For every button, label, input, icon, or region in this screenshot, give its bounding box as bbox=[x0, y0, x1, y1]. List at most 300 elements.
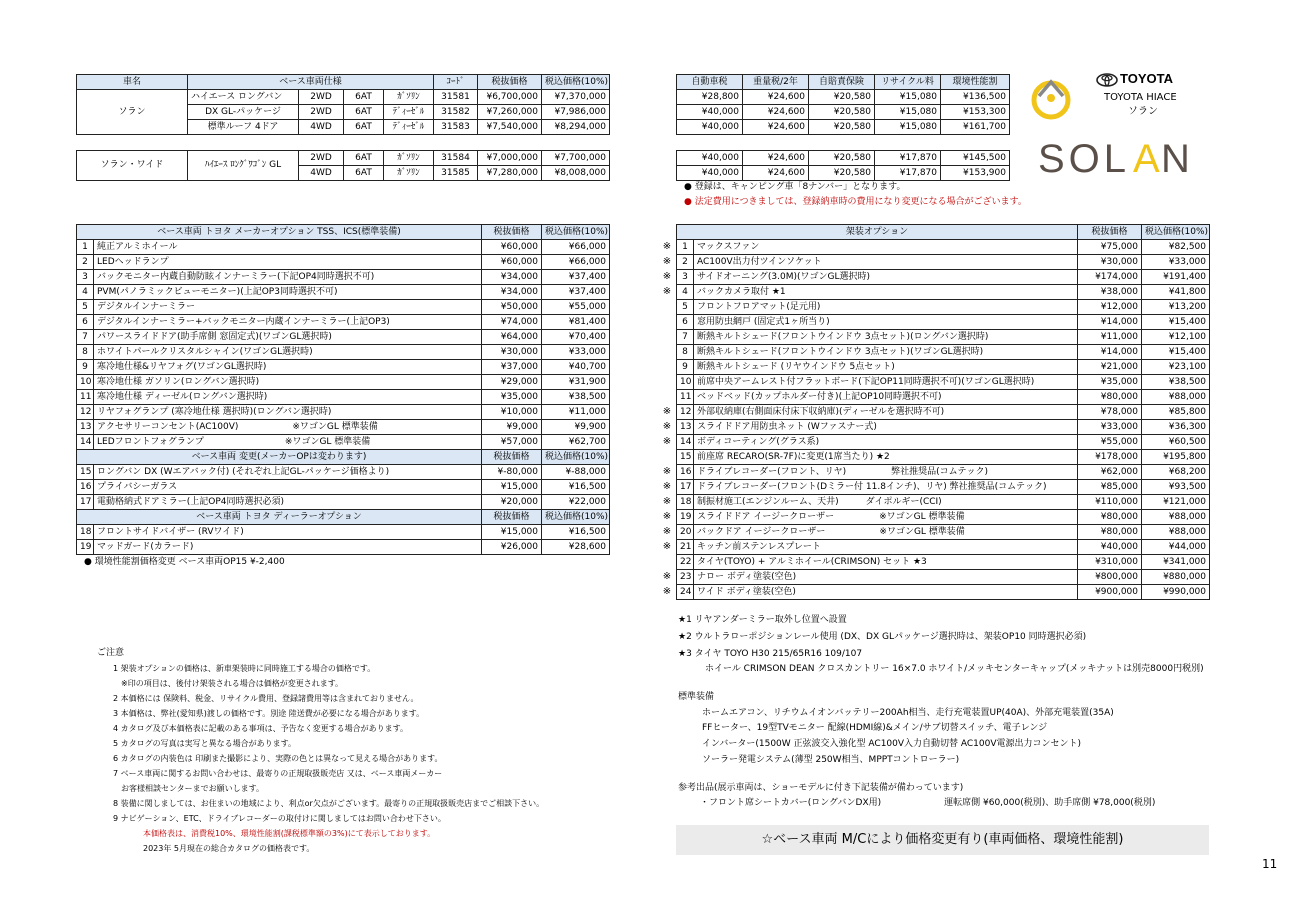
option-name: 純正アルミホイール bbox=[94, 240, 482, 255]
price-in-tax: ¥38,500 bbox=[1142, 375, 1210, 390]
option-name: バックドア イージークローザー ※ワゴンGL 標準装備 bbox=[694, 525, 1078, 540]
price-ex-tax: ¥11,000 bbox=[1078, 330, 1142, 345]
price-in-tax: ¥341,000 bbox=[1142, 555, 1210, 570]
model-name: ソラン bbox=[77, 90, 188, 135]
option-name: プライバシーガラス bbox=[94, 480, 482, 495]
option-number: 19 bbox=[77, 540, 94, 555]
price-in-tax: ¥195,800 bbox=[1142, 450, 1210, 465]
spec-line: 標準ルーフ 4ドア bbox=[188, 120, 299, 135]
solan-logo bbox=[1038, 138, 1198, 176]
table-row bbox=[677, 480, 1210, 495]
base-vehicle-table: 車名 ベース車両仕様 ｺｰﾄﾞ 税抜価格 税込価格(10%) ソラン ハイエース ロングバン 2WD 6AT ｶﾞｿﾘﾝ 31581 ¥6,700,000 ¥7,370,000 DX GL-パッケージ 2WD 6AT ﾃﾞｨｰｾﾞﾙ 31582 ¥7,260,000 ¥7,986,000 標準ルーフ 4ドア 4WD 6AT ﾃﾞｨｰｾﾞﾙ 31583 ¥7,540,000 ¥8,294,000 bbox=[76, 74, 610, 135]
kaso-options-table bbox=[676, 224, 1210, 600]
option-number: 12 bbox=[677, 405, 694, 420]
caution-red-line: 本価格表は、消費税10%、環境性能割(課税標準額の3%)にて表示しております。 bbox=[143, 829, 436, 838]
price-ex-tax: ¥60,000 bbox=[482, 255, 542, 270]
price-in-tax: ¥55,000 bbox=[542, 300, 610, 315]
col-header: ベース車両 トヨタ メーカーオプション TSS、ICS(標準装備) bbox=[77, 225, 482, 240]
price-in-tax: ¥70,400 bbox=[542, 330, 610, 345]
price-in-tax: ¥88,000 bbox=[1142, 525, 1210, 540]
col-header: 税込価格(10%) bbox=[542, 510, 610, 525]
standard-line: FFヒーター、19型TVモニター 配線(HDMI線)&メイン/サブ切替スイッチ、電子レンジ bbox=[702, 723, 1048, 733]
table-row bbox=[677, 270, 1210, 285]
option-name: LEDフロントフォグランプ ※ワゴンGL 標準装備 bbox=[94, 435, 482, 450]
spec-line: ハイエース ロングバン bbox=[188, 90, 299, 105]
table-row bbox=[677, 360, 1210, 375]
price-ex-tax: ¥62,000 bbox=[1078, 465, 1142, 480]
base-vehicle-wide-table: ソラン・ワイド ﾊｲｴｰｽ ﾛﾝｸﾞﾜｺﾞﾝ GL 2WD 6AT ｶﾞｿﾘﾝ 31584 ¥7,000,000 ¥7,700,000 4WD 6AT ｶﾞｿﾘﾝ 31585 ¥7,280,000 ¥8,008,000 bbox=[76, 150, 610, 181]
caution-title: ご注意 bbox=[97, 648, 125, 658]
option-name: タイヤ(TOYO) + アルミホイール(CRIMSON) セット ★3 bbox=[694, 555, 1078, 570]
caution-line: お客様相談センターまでお願いします。 bbox=[113, 784, 265, 793]
table-row bbox=[677, 390, 1210, 405]
table-row bbox=[677, 375, 1210, 390]
option-name: 寒冷地仕様&リヤフォグ(ワゴンGL選択時) bbox=[94, 360, 482, 375]
option-number: 16 bbox=[677, 465, 694, 480]
option-number: 22 bbox=[677, 555, 694, 570]
option-name: ホワイトパールクリスタルシャイン(ワゴンGL選択時) bbox=[94, 345, 482, 360]
option-name: 外部収納庫(右側面床付床下収納庫)(ディーゼルを選択時不可) bbox=[694, 405, 1078, 420]
spec-line: DX GL-パッケージ bbox=[188, 105, 299, 120]
price-in-tax: ¥81,400 bbox=[542, 315, 610, 330]
price-in-tax: ¥121,000 bbox=[1142, 495, 1210, 510]
option-name: デジタルインナーミラー+バックモニター内蔵インナーミラー(上記OP3) bbox=[94, 315, 482, 330]
price-ex-tax: ¥80,000 bbox=[1078, 525, 1142, 540]
table-row bbox=[677, 555, 1210, 570]
standard-line: ホームエアコン、リチウムイオンバッテリー200Ah相当、走行充電装置UP(40A)、外部充電装置(35A) bbox=[702, 708, 1114, 718]
model-label: TOYOTA HIACE bbox=[1104, 92, 1177, 103]
col-header: 車名 bbox=[77, 75, 188, 90]
caution-line: ※印の項目は、後付け架装される場合は価格が変更されます。 bbox=[113, 679, 344, 688]
price-in-tax: ¥9,900 bbox=[542, 420, 610, 435]
table-row bbox=[677, 300, 1210, 315]
price-ex-tax: ¥34,000 bbox=[482, 270, 542, 285]
price-in-tax: ¥11,000 bbox=[542, 405, 610, 420]
option-number: 7 bbox=[77, 330, 94, 345]
option-number: 23 bbox=[677, 570, 694, 585]
price-in-tax: ¥60,500 bbox=[1142, 435, 1210, 450]
price-ex-tax: ¥14,000 bbox=[1078, 345, 1142, 360]
option-name: 前席中央アームレスト付フラットボード(下記OP11同時選択不可)(ワゴンGL選択時) bbox=[694, 375, 1078, 390]
price-ex-tax: ¥78,000 bbox=[1078, 405, 1142, 420]
option-name: スライドドア イージークローザー ※ワゴンGL 標準装備 bbox=[694, 510, 1078, 525]
price-change-banner bbox=[676, 825, 1209, 855]
star-note: ★1 リヤアンダーミラー取外し位置へ設置 bbox=[678, 615, 847, 625]
col-header: 架装オプション bbox=[677, 225, 1078, 240]
price-in-tax: ¥38,500 bbox=[542, 390, 610, 405]
option-number: 14 bbox=[77, 435, 94, 450]
col-header: 税抜価格 bbox=[482, 510, 542, 525]
price-in-tax: ¥88,000 bbox=[1142, 510, 1210, 525]
option-number: 6 bbox=[677, 315, 694, 330]
option-number: 3 bbox=[77, 270, 94, 285]
caution-line: 8 装備に関しましては、お住まいの地域により、利点or欠点がございます。最寄りの正規取扱販売店までご相談下さい。 bbox=[113, 799, 545, 808]
option-number: 19 bbox=[677, 510, 694, 525]
price-in-tax: ¥28,600 bbox=[542, 540, 610, 555]
retrofit-mark: ※ bbox=[662, 511, 672, 522]
star-note: ホイール CRIMSON DEAN クロスカントリー 16×7.0 ホワイト/メッキセンターキャップ(メッキナットは別売8000円税別) bbox=[678, 664, 1204, 674]
option-name: ドライブレコーダー(フロント、リヤ) 弊社推奨品(コムテック) bbox=[694, 465, 1078, 480]
table-row bbox=[77, 435, 610, 450]
option-name: 寒冷地仕様 ディーゼル(ロングバン選択時) bbox=[94, 390, 482, 405]
price-in-tax: ¥31,900 bbox=[542, 375, 610, 390]
option-number: 3 bbox=[677, 270, 694, 285]
option-number: 2 bbox=[677, 255, 694, 270]
price-in-tax: ¥15,400 bbox=[1142, 345, 1210, 360]
table-row bbox=[77, 420, 610, 435]
toyota-wordmark: TOYOTA bbox=[1120, 71, 1173, 86]
price-ex-tax: ¥30,000 bbox=[482, 345, 542, 360]
retrofit-mark: ※ bbox=[662, 541, 672, 552]
price-ex-tax: ¥50,000 bbox=[482, 300, 542, 315]
standard-title: 標準装備 bbox=[678, 692, 715, 702]
toyota-logo-icon bbox=[1096, 73, 1118, 87]
option-number: 21 bbox=[677, 540, 694, 555]
option-name: AC100V出力付ツインソケット bbox=[694, 255, 1078, 270]
price-in-tax: ¥82,500 bbox=[1142, 240, 1210, 255]
option-name: ワイド ボディ塗装(空色) bbox=[694, 585, 1078, 600]
price-ex-tax: ¥30,000 bbox=[1078, 255, 1142, 270]
option-number: 4 bbox=[77, 285, 94, 300]
option-number: 13 bbox=[77, 420, 94, 435]
option-name: マッドガード(カラード) bbox=[94, 540, 482, 555]
price-in-tax: ¥93,500 bbox=[1142, 480, 1210, 495]
option-name: リヤフォグランプ (寒冷地仕様 選択時)(ロングバン選択時) bbox=[94, 405, 482, 420]
price-ex-tax: ¥14,000 bbox=[1078, 315, 1142, 330]
col-header: 税抜価格 bbox=[482, 450, 542, 465]
table-row bbox=[77, 405, 610, 420]
option-name: 前座席 RECARO(SR-7F)に変更(1席当たり) ★2 bbox=[694, 450, 1078, 465]
col-header: ベース車両 トヨタ ディーラーオプション bbox=[77, 510, 482, 525]
table-row bbox=[77, 285, 610, 300]
reference-line: ・フロント席シートカバー(ロングバンDX用) 運転席側 ¥60,000(税別)、助手席側 ¥78,000(税別) bbox=[700, 798, 1156, 808]
model-name: ソラン・ワイド bbox=[77, 151, 188, 181]
option-number: 9 bbox=[677, 360, 694, 375]
table-row bbox=[77, 360, 610, 375]
col-header: 自賠責保険 bbox=[809, 75, 875, 90]
star-note: ★2 ウルトラローポジションレール使用 (DX、DX GLパッケージ選択時は、架装OP10 同時選択必須) bbox=[678, 632, 1087, 642]
caution-line: 3 本価格は、弊社(愛知県)渡しの価格です。別途 陸送費が必要になる場合があります。 bbox=[113, 709, 425, 718]
col-header: 重量税/2年 bbox=[743, 75, 809, 90]
col-header: ベース車両 変更(メーカーOPは変わります) bbox=[77, 450, 482, 465]
maker-options-table bbox=[76, 224, 610, 555]
price-ex-tax: ¥55,000 bbox=[1078, 435, 1142, 450]
registration-note: ● 登録は、キャンピング車「8ナンバー」となります。 bbox=[684, 182, 906, 192]
price-ex-tax: ¥60,000 bbox=[482, 240, 542, 255]
retrofit-mark: ※ bbox=[662, 286, 672, 297]
tax-table: 自動車税 重量税/2年 自賠責保険 リサイクル料 環境性能割 ¥28,800 ¥24,600 ¥20,580 ¥15,080 ¥136,500 ¥40,000 ¥24,600 ¥20,580 ¥15,080 ¥153,300 ¥40,000 ¥24,600 ¥20,580 ¥15,080 ¥161,700 bbox=[676, 74, 1010, 135]
option-number: 11 bbox=[677, 390, 694, 405]
price-in-tax: ¥23,100 bbox=[1142, 360, 1210, 375]
price-ex-tax: ¥35,000 bbox=[482, 390, 542, 405]
option-name: ボディコーティング(グラス系) bbox=[694, 435, 1078, 450]
option-name: LEDヘッドランプ bbox=[94, 255, 482, 270]
option-name: ナロー ボディ塗装(空色) bbox=[694, 570, 1078, 585]
price-ex-tax: ¥37,000 bbox=[482, 360, 542, 375]
page-number: 11 bbox=[1262, 857, 1278, 871]
retrofit-mark: ※ bbox=[662, 466, 672, 477]
retrofit-mark: ※ bbox=[662, 586, 672, 597]
price-ex-tax: ¥74,000 bbox=[482, 315, 542, 330]
retrofit-mark: ※ bbox=[662, 256, 672, 267]
table-row bbox=[677, 240, 1210, 255]
option-name: 制振材施工(エンジンルーム、天井) ダイポルギー(CCI) bbox=[694, 495, 1078, 510]
table-row bbox=[677, 570, 1210, 585]
option-name: 断熱キルトシェード (リヤウインドウ 5点セット) bbox=[694, 360, 1078, 375]
option-name: 窓用防虫網戸 (固定式1ヶ所当り) bbox=[694, 315, 1078, 330]
option-number: 2 bbox=[77, 255, 94, 270]
table-row bbox=[677, 525, 1210, 540]
price-ex-tax: ¥26,000 bbox=[482, 540, 542, 555]
table-row bbox=[677, 405, 1210, 420]
col-header: 税込価格(10%) bbox=[542, 450, 610, 465]
caution-line: 4 カタログ及び本価格表に記載のある事項は、予告なく変更する場合があります。 bbox=[113, 724, 408, 733]
option-number: 8 bbox=[77, 345, 94, 360]
table-row bbox=[77, 315, 610, 330]
reference-title: 参考出品(展示車両は、ショーモデルに付き下記装備が備わっています) bbox=[678, 783, 964, 793]
price-in-tax: ¥40,700 bbox=[542, 360, 610, 375]
price-in-tax: ¥33,000 bbox=[542, 345, 610, 360]
price-ex-tax: ¥110,000 bbox=[1078, 495, 1142, 510]
option-number: 6 bbox=[77, 315, 94, 330]
option-name: キッチン前ステンレスプレート bbox=[694, 540, 1078, 555]
price-ex-tax: ¥40,000 bbox=[1078, 540, 1142, 555]
table-row bbox=[677, 540, 1210, 555]
table-row bbox=[677, 435, 1210, 450]
svg-text:A: A bbox=[1133, 138, 1160, 176]
price-in-tax: ¥85,800 bbox=[1142, 405, 1210, 420]
option-number: 17 bbox=[677, 480, 694, 495]
table-row bbox=[77, 525, 610, 540]
option-number: 1 bbox=[677, 240, 694, 255]
price-ex-tax: ¥-80,000 bbox=[482, 465, 542, 480]
model-name-jp: ソラン bbox=[1128, 106, 1158, 117]
retrofit-mark: ※ bbox=[662, 421, 672, 432]
price-in-tax: ¥66,000 bbox=[542, 240, 610, 255]
price-ex-tax: ¥10,000 bbox=[482, 405, 542, 420]
price-in-tax: ¥13,200 bbox=[1142, 300, 1210, 315]
star-note: ★3 タイヤ TOYO H30 215/65R16 109/107 bbox=[678, 649, 863, 659]
option-name: フロントフロアマット(足元用) bbox=[694, 300, 1078, 315]
price-in-tax: ¥12,100 bbox=[1142, 330, 1210, 345]
price-ex-tax: ¥15,000 bbox=[482, 480, 542, 495]
option-number: 18 bbox=[77, 525, 94, 540]
env-tax-note: ● 環境性能割価格変更 ベース車両OP15 ¥-2,400 bbox=[84, 557, 285, 567]
table-row bbox=[677, 315, 1210, 330]
table-row bbox=[677, 510, 1210, 525]
price-ex-tax: ¥85,000 bbox=[1078, 480, 1142, 495]
col-header: 環境性能割 bbox=[941, 75, 1010, 90]
option-name: バックモニター内蔵自動防眩インナーミラー(下記OP4同時選択不可) bbox=[94, 270, 482, 285]
table-row bbox=[677, 345, 1210, 360]
option-number: 1 bbox=[77, 240, 94, 255]
solan-emblem bbox=[1030, 76, 1072, 122]
caution-line: 2 本価格には 保険料、税金、リサイクル費用、登録諸費用等は含まれておりません。 bbox=[113, 694, 419, 703]
price-ex-tax: ¥178,000 bbox=[1078, 450, 1142, 465]
retrofit-mark: ※ bbox=[662, 406, 672, 417]
price-in-tax: ¥22,000 bbox=[542, 495, 610, 510]
option-name: パワースライドドア(助手席側 窓固定式)(ワゴンGL選択時) bbox=[94, 330, 482, 345]
option-number: 4 bbox=[677, 285, 694, 300]
price-in-tax: ¥68,200 bbox=[1142, 465, 1210, 480]
price-ex-tax: ¥80,000 bbox=[1078, 510, 1142, 525]
retrofit-mark: ※ bbox=[662, 241, 672, 252]
standard-line: ソーラー発電システム(薄型 250W相当、MPPTコントローラー) bbox=[702, 755, 960, 765]
spec-line: ﾊｲｴｰｽ ﾛﾝｸﾞﾜｺﾞﾝ GL bbox=[188, 151, 299, 181]
option-name: バックカメラ取付 ★1 bbox=[694, 285, 1078, 300]
price-ex-tax: ¥38,000 bbox=[1078, 285, 1142, 300]
col-header: 自動車税 bbox=[677, 75, 743, 90]
option-name: デジタルインナーミラー bbox=[94, 300, 482, 315]
col-header: ｺｰﾄﾞ bbox=[434, 75, 478, 90]
price-ex-tax: ¥34,000 bbox=[482, 285, 542, 300]
option-name: スライドドア用防虫ネット (Wファスナー式) bbox=[694, 420, 1078, 435]
table-row bbox=[77, 345, 610, 360]
caution-line: 5 カタログの写真は実写と異なる場合があります。 bbox=[113, 739, 296, 748]
option-name: 断熱キルトシェード(フロントウインドウ 3点セット)(ロングバン選択時) bbox=[694, 330, 1078, 345]
table-row bbox=[77, 375, 610, 390]
price-in-tax: ¥66,000 bbox=[542, 255, 610, 270]
option-number: 10 bbox=[677, 375, 694, 390]
col-header: 税込価格(10%) bbox=[542, 75, 610, 90]
retrofit-mark: ※ bbox=[662, 571, 672, 582]
table-row bbox=[77, 540, 610, 555]
option-number: 11 bbox=[77, 390, 94, 405]
option-number: 24 bbox=[677, 585, 694, 600]
col-header: 税込価格(10%) bbox=[1142, 225, 1210, 240]
price-ex-tax: ¥9,000 bbox=[482, 420, 542, 435]
price-in-tax: ¥16,500 bbox=[542, 525, 610, 540]
caution-line: 1 架装オプションの価格は、新車架装時に同時施工する場合の価格です。 bbox=[113, 664, 376, 673]
price-in-tax: ¥36,300 bbox=[1142, 420, 1210, 435]
retrofit-mark: ※ bbox=[662, 436, 672, 447]
col-header: リサイクル料 bbox=[875, 75, 941, 90]
table-row bbox=[77, 330, 610, 345]
retrofit-mark: ※ bbox=[662, 526, 672, 537]
price-in-tax: ¥16,500 bbox=[542, 480, 610, 495]
option-number: 9 bbox=[77, 360, 94, 375]
option-number: 5 bbox=[677, 300, 694, 315]
retrofit-mark: ※ bbox=[662, 481, 672, 492]
table-row bbox=[77, 480, 610, 495]
retrofit-mark: ※ bbox=[662, 496, 672, 507]
table-row bbox=[677, 255, 1210, 270]
standard-line: インバーター(1500W 正弦波交入強化型 AC100V入力自動切替 AC100V電源出力コンセント) bbox=[702, 739, 1082, 749]
price-ex-tax: ¥310,000 bbox=[1078, 555, 1142, 570]
option-number: 18 bbox=[677, 495, 694, 510]
col-header: 税抜価格 bbox=[1078, 225, 1142, 240]
price-ex-tax: ¥80,000 bbox=[1078, 390, 1142, 405]
table-row bbox=[677, 495, 1210, 510]
table-row bbox=[77, 465, 610, 480]
caution-line: 7 ベース車両に関するお問い合わせは、最寄りの正規取扱販売店 又は、ベース車両メーカー bbox=[113, 769, 443, 778]
price-in-tax: ¥37,400 bbox=[542, 285, 610, 300]
option-name: サイドオーニング(3.0M)(ワゴンGL選択時) bbox=[694, 270, 1078, 285]
option-name: ベッドベッド(カップホルダー付き)(上記OP10同時選択不可) bbox=[694, 390, 1078, 405]
option-name: 電動格納式ドアミラー(上記OP4同時選択必須) bbox=[94, 495, 482, 510]
price-ex-tax: ¥33,000 bbox=[1078, 420, 1142, 435]
svg-text:N: N bbox=[1161, 138, 1190, 176]
table-row bbox=[677, 585, 1210, 600]
table-row bbox=[77, 270, 610, 285]
price-ex-tax: ¥64,000 bbox=[482, 330, 542, 345]
option-number: 10 bbox=[77, 375, 94, 390]
option-name: 断熱キルトシェード(フロントウインドウ 3点セット)(ワゴンGL選択時) bbox=[694, 345, 1078, 360]
price-in-tax: ¥191,400 bbox=[1142, 270, 1210, 285]
table-row bbox=[677, 450, 1210, 465]
legal-fee-note: ● 法定費用につきましては、登録納車時の費用になり変更になる場合がございます。 bbox=[684, 197, 1027, 207]
col-header: 税抜価格 bbox=[482, 225, 542, 240]
table-row bbox=[77, 255, 610, 270]
table-row bbox=[77, 495, 610, 510]
option-number: 13 bbox=[677, 420, 694, 435]
price-ex-tax: ¥20,000 bbox=[482, 495, 542, 510]
option-name: ドライブレコーダー(フロント(Dミラー付 11.8インチ)、リヤ) 弊社推奨品(コムテック) bbox=[694, 480, 1078, 495]
price-in-tax: ¥-88,000 bbox=[542, 465, 610, 480]
banner-text: ☆ベース車両 M/Cにより価格変更有り(車両価格、環境性能割) bbox=[761, 832, 1124, 847]
price-in-tax: ¥15,400 bbox=[1142, 315, 1210, 330]
price-in-tax: ¥880,000 bbox=[1142, 570, 1210, 585]
price-ex-tax: ¥21,000 bbox=[1078, 360, 1142, 375]
table-row bbox=[677, 465, 1210, 480]
option-name: フロントサイドバイザー (RVワイド) bbox=[94, 525, 482, 540]
option-number: 14 bbox=[677, 435, 694, 450]
price-in-tax: ¥88,000 bbox=[1142, 390, 1210, 405]
col-header: ベース車両仕様 bbox=[188, 75, 434, 90]
table-row bbox=[677, 420, 1210, 435]
price-in-tax: ¥44,000 bbox=[1142, 540, 1210, 555]
option-number: 7 bbox=[677, 330, 694, 345]
option-number: 12 bbox=[77, 405, 94, 420]
price-ex-tax: ¥174,000 bbox=[1078, 270, 1142, 285]
caution-date-line: 2023年 5月現在の総合カタログの価格表です。 bbox=[143, 844, 315, 853]
option-number: 8 bbox=[677, 345, 694, 360]
table-row bbox=[77, 240, 610, 255]
caution-line: 9 ナビゲーション、ETC、ドライブレコーダーの取付けに関しましてはお問い合わせ下さい。 bbox=[113, 814, 446, 823]
option-name: アクセサリーコンセント(AC100V) ※ワゴンGL 標準装備 bbox=[94, 420, 482, 435]
caution-line: 6 カタログの内装色は 印刷また撮影により、実際の色とは異なって見える場合があります。 bbox=[113, 754, 443, 763]
price-in-tax: ¥37,400 bbox=[542, 270, 610, 285]
table-row bbox=[77, 300, 610, 315]
table-row bbox=[677, 285, 1210, 300]
option-name: マックスファン bbox=[694, 240, 1078, 255]
price-ex-tax: ¥35,000 bbox=[1078, 375, 1142, 390]
option-number: 20 bbox=[677, 525, 694, 540]
option-number: 5 bbox=[77, 300, 94, 315]
col-header: 税込価格(10%) bbox=[542, 225, 610, 240]
option-number: 15 bbox=[677, 450, 694, 465]
tax-table-wide: ¥40,000 ¥24,600 ¥20,580 ¥17,870 ¥145,500 ¥40,000 ¥24,600 ¥20,580 ¥17,870 ¥153,900 bbox=[676, 150, 1010, 181]
svg-text:SOL: SOL bbox=[1038, 138, 1131, 176]
option-name: PVM(パノラミックビューモニター)(上記OP3同時選択不可) bbox=[94, 285, 482, 300]
price-ex-tax: ¥800,000 bbox=[1078, 570, 1142, 585]
option-number: 16 bbox=[77, 480, 94, 495]
price-ex-tax: ¥57,000 bbox=[482, 435, 542, 450]
price-ex-tax: ¥29,000 bbox=[482, 375, 542, 390]
table-row bbox=[77, 390, 610, 405]
table-row bbox=[677, 330, 1210, 345]
price-ex-tax: ¥900,000 bbox=[1078, 585, 1142, 600]
option-name: ロングバン DX (Wエアバック付) (それぞれ上記GL-パッケージ価格より) bbox=[94, 465, 482, 480]
price-ex-tax: ¥12,000 bbox=[1078, 300, 1142, 315]
option-number: 15 bbox=[77, 465, 94, 480]
price-ex-tax: ¥15,000 bbox=[482, 525, 542, 540]
price-in-tax: ¥33,000 bbox=[1142, 255, 1210, 270]
option-name: 寒冷地仕様 ガソリン(ロングバン選択時) bbox=[94, 375, 482, 390]
price-in-tax: ¥990,000 bbox=[1142, 585, 1210, 600]
option-number: 17 bbox=[77, 495, 94, 510]
col-header: 税抜価格 bbox=[478, 75, 542, 90]
